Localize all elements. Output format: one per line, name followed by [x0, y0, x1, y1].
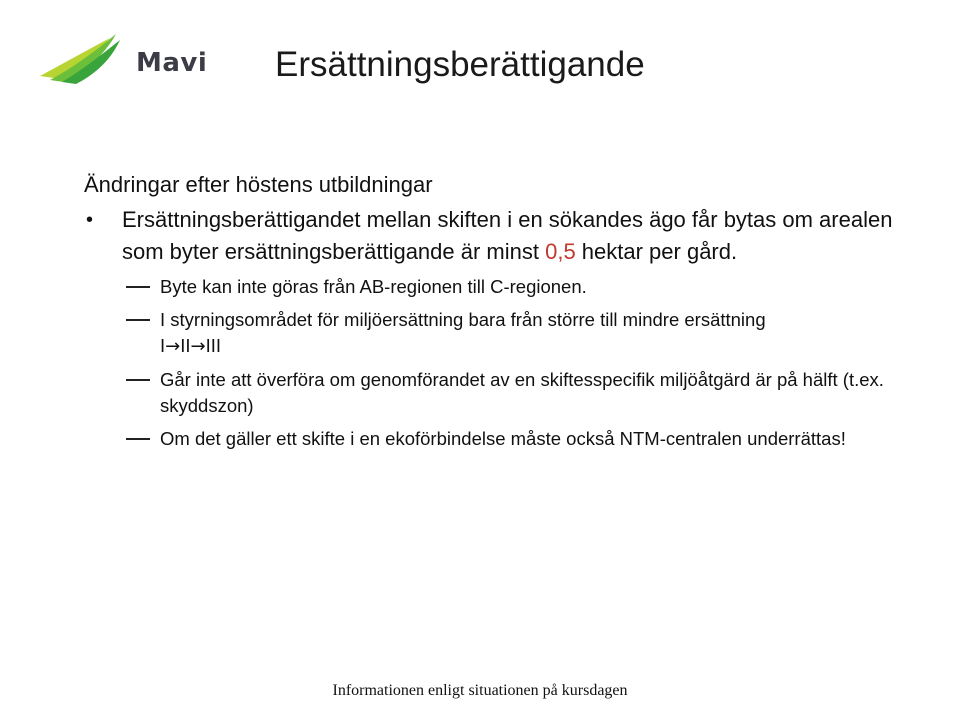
sub-item-text: I styrningsområdet för miljöersättning bara från större till mindre ersättning	[160, 309, 766, 330]
slide-content	[84, 170, 914, 459]
mavi-logo	[36, 30, 206, 90]
sub-item	[84, 367, 914, 419]
highlight-value: 0,5	[545, 239, 576, 264]
sub-item	[84, 426, 914, 452]
sequence-third: III	[205, 335, 222, 356]
dash-icon	[126, 286, 150, 288]
footer-note: Informationen enligt situationen på kursdagen	[332, 682, 628, 699]
section-heading: Ändringar efter höstens utbildningar	[84, 172, 433, 197]
bullet-item	[84, 204, 914, 268]
slide-title: Ersättningsberättigande	[275, 45, 645, 84]
logo-wordmark: Mavi	[136, 48, 208, 78]
sub-item	[84, 274, 914, 300]
sub-item-text: Går inte att överföra om genomförandet av en skiftesspecifik miljöåtgärd är på hälft (t.ex. skyddszon)	[160, 369, 884, 416]
bullet-text-before: Ersättningsberättigandet mellan skiften i en sökandes ägo får bytas om arealen som byter ersättningsberättigande är minst	[122, 207, 893, 264]
bullet-text-after: hektar per gård.	[575, 239, 738, 264]
dash-icon	[126, 438, 150, 440]
bullet-icon: •	[86, 209, 94, 231]
sequence-second: II	[180, 335, 191, 356]
dash-icon	[126, 319, 150, 321]
leaf-logo-icon	[36, 30, 136, 90]
sequence-first: I	[160, 335, 166, 356]
arrow-right-icon: →	[190, 336, 206, 357]
arrow-right-icon: →	[165, 336, 181, 357]
sub-item-text: Om det gäller ett skifte i en ekoförbindelse måste också NTM-centralen underrättas!	[160, 428, 846, 449]
sub-item	[84, 307, 914, 360]
sub-item-text: Byte kan inte göras från AB-regionen till C-regionen.	[160, 276, 587, 297]
dash-icon	[126, 379, 150, 381]
sub-list	[84, 274, 914, 452]
